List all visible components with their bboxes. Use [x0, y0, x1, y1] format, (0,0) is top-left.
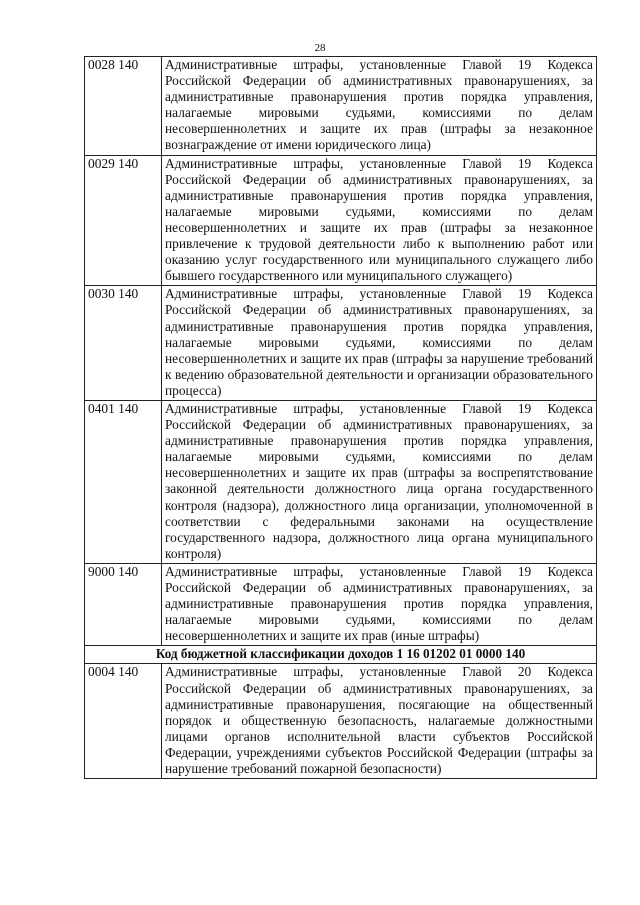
row-code: 0030 140: [85, 286, 162, 401]
row-code: 0401 140: [85, 400, 162, 563]
row-code: 9000 140: [85, 563, 162, 645]
page-number: 28: [314, 42, 326, 54]
row-description: Административные штрафы, установленные Главой 19 Кодекса Российской Федерации об административных правонарушениях, за административные правонарушения против порядка управления, налагаемые мировыми судьями, комиссиями по делам несовершеннолетних и защите их прав (штрафы за незаконное привлечение к трудовой деятельности либо к выполнению работ или оказанию услуг государственного или муниципального служащего либо бывшего государственного или муниципального служащего): [162, 155, 597, 286]
table-row: [85, 286, 597, 401]
row-code: 0028 140: [85, 57, 162, 156]
row-description: Административные штрафы, установленные Главой 19 Кодекса Российской Федерации об административных правонарушениях, за административные правонарушения против порядка управления, налагаемые мировыми судьями, комиссиями по делам несовершеннолетних и защите их прав (штрафы за нарушение требований к ведению образовательной деятельности и организации образовательного процесса): [162, 286, 597, 401]
row-description: Административные штрафы, установленные Главой 20 Кодекса Российской Федерации об административных правонарушениях, за административные правонарушения, посягающие на общественный порядок и общественную безопасность, налагаемые должностными лицами органов исполнительной власти субъектов Российской Федерации, учреждениями субъектов Российской Федерации (штрафы за нарушение требований пожарной безопасности): [162, 664, 597, 779]
budget-codes-table: [84, 56, 597, 779]
section-heading-row: [85, 646, 597, 664]
row-description: Административные штрафы, установленные Главой 19 Кодекса Российской Федерации об административных правонарушениях, за административные правонарушения против порядка управления, налагаемые мировыми судьями, комиссиями по делам несовершеннолетних и защите их прав (штрафы за воспрепятствование законной деятельности должностного лица органа государственного контроля (надзора), должностного лица организации, уполномоченной в соответствии с федеральными законами на осуществление государственного надзора, должностного лица органа муниципального контроля): [162, 400, 597, 563]
section-heading: Код бюджетной классификации доходов 1 16 01202 01 0000 140: [85, 646, 597, 664]
row-code: 0029 140: [85, 155, 162, 286]
row-description: Административные штрафы, установленные Главой 19 Кодекса Российской Федерации об административных правонарушениях, за административные правонарушения против порядка управления, налагаемые мировыми судьями, комиссиями по делам несовершеннолетних и защите их прав (иные штрафы): [162, 563, 597, 645]
row-code: 0004 140: [85, 664, 162, 779]
table-row: [85, 155, 597, 286]
table-row: [85, 400, 597, 563]
table-row: [85, 664, 597, 779]
table-body: [85, 57, 597, 779]
table-row: [85, 563, 597, 645]
row-description: Административные штрафы, установленные Главой 19 Кодекса Российской Федерации об административных правонарушениях, за административные правонарушения против порядка управления, налагаемые мировыми судьями, комиссиями по делам несовершеннолетних и защите их прав (штрафы за незаконное вознаграждение от имени юридического лица): [162, 57, 597, 156]
table-row: [85, 57, 597, 156]
